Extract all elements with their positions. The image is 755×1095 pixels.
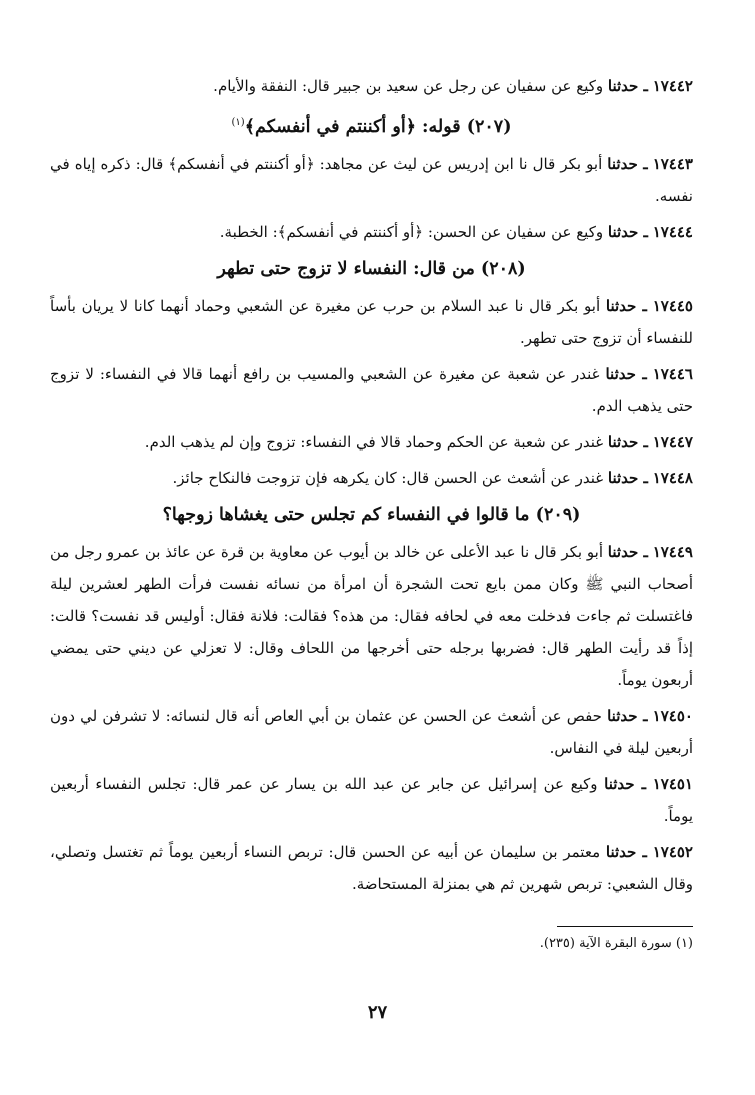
- hadith-entry: [50, 536, 693, 696]
- entry-text: معتمر بن سليمان عن أبيه عن الحسن قال: تربص النساء أربعين يوماً ثم تغتسل وتصلي، وقال الشعبي: تربص شهرين ثم هي بمنزلة المستحاضة.: [50, 842, 693, 893]
- entry-lead: ـ حدثنا: [607, 706, 648, 725]
- hadith-entry: [50, 148, 693, 212]
- heading-text: (٢٠٩) ما قالوا في النفساء كم تجلس حتى يغشاها زوجها؟: [162, 504, 581, 525]
- entry-text: وكيع عن سفيان عن الحسن: ﴿أو أكننتم في أنفسكم﴾: الخطبة.: [219, 222, 608, 241]
- entry-text: أبو بكر قال نا ابن إدريس عن ليث عن مجاهد: ﴿أو أكننتم في أنفسكم﴾ قال: ذكره إياه في نفسه.: [50, 154, 693, 205]
- hadith-entry: [50, 70, 693, 102]
- entry-lead: ـ حدثنا: [607, 154, 648, 173]
- entry-text: أبو بكر قال نا عبد السلام بن حرب عن مغيرة عن الشعبي وحماد أنهما كانا لا يريان بأساً للنفساء أن تزوج حتى تطهر.: [50, 296, 693, 347]
- entry-text: حفص عن أشعث عن الحسن عن عثمان بن أبي العاص أنه قال لنسائه: لا تشرفن لي دون أربعين ليلة في النفاس.: [50, 706, 693, 757]
- entry-text: غندر عن أشعث عن الحسن قال: كان يكرهه فإن تزوجت فالنكاح جائز.: [172, 468, 608, 487]
- entry-number: ١٧٤٤٦: [652, 364, 693, 383]
- entry-lead: ـ حدثنا: [605, 296, 647, 315]
- footnote: (١) سورة البقرة الآية (٢٣٥).: [539, 935, 693, 951]
- entry-lead: ـ حدثنا: [605, 842, 647, 861]
- heading-text: (٢٠٨) من قال: النفساء لا تزوج حتى تطهر: [217, 258, 526, 279]
- hadith-entry: [50, 462, 693, 494]
- entry-text: أبو بكر قال نا عبد الأعلى عن خالد بن أيوب عن معاوية بن قرة عن عائذ بن عمرو رجل من أصحاب النبي ﷺ وكان ممن بايع تحت الشجرة أن امرأة من نسائه نفست فرأت الطهر لعشرين ليلة فاغتسلت ثم جاءت فدخلت معه في لحافه فقال: من هذه؟ فقالت: فلانة فقال: أوليس قد نفست؟ قالت: إذاً قد رأيت الطهر قال: فضربها برجله حتى أخرجها من اللحاف وقال: لا تعزلي عن ديني حتى يمضي أربعون يوماً.: [50, 542, 693, 689]
- entry-number: ١٧٤٥٠: [652, 706, 693, 725]
- section-heading: [50, 252, 693, 286]
- section-heading: [50, 498, 693, 532]
- entry-number: ١٧٤٤٥: [652, 296, 693, 315]
- entry-number: ١٧٤٤٨: [652, 468, 693, 487]
- hadith-entry: [50, 290, 693, 354]
- hadith-entry: [50, 768, 693, 832]
- hadith-entry: [50, 426, 693, 458]
- entry-number: ١٧٤٤٩: [652, 542, 693, 561]
- entry-number: ١٧٤٥١: [652, 774, 693, 793]
- hadith-entry: [50, 836, 693, 900]
- entry-lead: ـ حدثنا: [607, 432, 648, 451]
- footnote-divider: [557, 926, 693, 927]
- entry-number: ١٧٤٤٣: [652, 154, 693, 173]
- footnote-marker: (١): [231, 117, 245, 128]
- section-heading: [50, 106, 693, 144]
- entry-number: ١٧٤٤٤: [652, 222, 693, 241]
- heading-text: (٢٠٧) قوله: ﴿أو أكننتم في أنفسكم﴾: [244, 116, 512, 137]
- entry-number: ١٧٤٥٢: [652, 842, 693, 861]
- entry-text: غندر عن شعبة عن مغيرة عن الشعبي والمسيب بن رافع أنهما قالا في النفساء: لا تزوج حتى يذهب الدم.: [50, 364, 693, 415]
- entry-lead: ـ حدثنا: [605, 364, 647, 383]
- hadith-entry: [50, 700, 693, 764]
- page-number: ٢٧: [367, 1002, 388, 1023]
- entry-number: ١٧٤٤٢: [652, 77, 693, 95]
- entry-number: ١٧٤٤٧: [652, 432, 693, 451]
- entry-text: وكيع عن إسرائيل عن جابر عن عبد الله بن يسار عن عمر قال: تجلس النفساء أربعين يوماً.: [50, 774, 693, 825]
- entry-lead: ـ حدثنا: [607, 542, 648, 561]
- page-body: [50, 70, 693, 900]
- entry-text: وكيع عن سفيان عن رجل عن سعيد بن جبير قال: النفقة والأيام.: [213, 77, 608, 95]
- entry-lead: ـ حدثنا: [604, 774, 647, 793]
- hadith-entry: [50, 358, 693, 422]
- entry-lead: ـ حدثنا: [607, 222, 648, 241]
- entry-lead: ـ حدثنا: [607, 468, 648, 487]
- hadith-entry: [50, 216, 693, 248]
- entry-lead: ـ حدثنا: [607, 77, 648, 95]
- entry-text: غندر عن شعبة عن الحكم وحماد قالا في النفساء: تزوج وإن لم يذهب الدم.: [144, 432, 608, 451]
